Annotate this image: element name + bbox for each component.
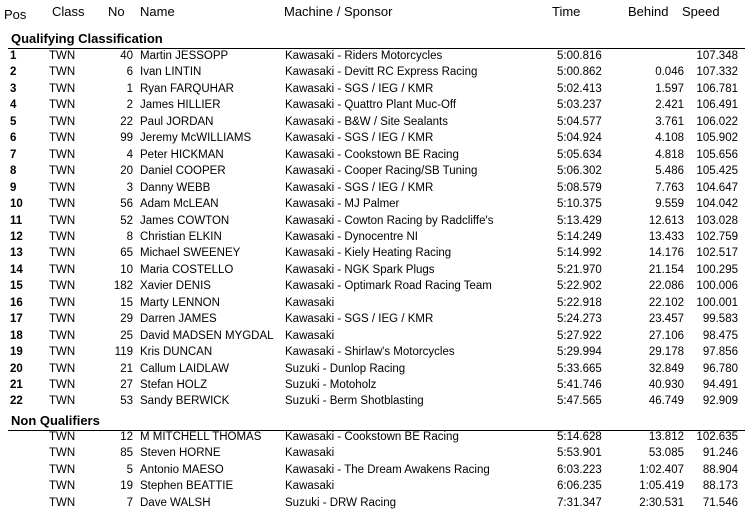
- cell-no: 85: [120, 447, 133, 460]
- cell-behind: 27.106: [648, 329, 684, 342]
- cell-cls: TWN: [49, 379, 76, 391]
- cell-time: 5:00.862: [557, 66, 602, 79]
- cell-pos: 7: [10, 148, 17, 161]
- cell-cls: TWN: [49, 362, 76, 375]
- cell-machine: Kawasaki - SGS / IEG / KMR: [285, 82, 434, 95]
- table-row: [0, 328, 745, 344]
- cell-cls: TWN: [49, 447, 76, 460]
- cell-pos: 11: [10, 214, 23, 227]
- cell-name: Daniel COOPER: [140, 165, 226, 178]
- cell-speed: 104.647: [696, 181, 738, 194]
- cell-pos: 14: [10, 263, 23, 276]
- cell-no: 3: [126, 181, 133, 194]
- cell-behind: 2:30.531: [639, 496, 684, 509]
- cell-time: 6:03.223: [557, 463, 602, 476]
- cell-pos: 21: [10, 379, 23, 391]
- cell-cls: TWN: [49, 99, 76, 112]
- cell-name: Martin JESSOPP: [140, 50, 229, 62]
- cell-pos: 15: [10, 280, 23, 293]
- cell-behind: 4.818: [655, 148, 684, 161]
- cell-no: 5: [126, 463, 133, 476]
- cell-speed: 88.173: [702, 480, 738, 493]
- table-row: [0, 48, 745, 64]
- cell-time: 5:53.901: [557, 447, 602, 460]
- cell-name: James HILLIER: [140, 99, 221, 112]
- cell-no: 22: [120, 115, 133, 128]
- cell-behind: 23.457: [648, 313, 684, 326]
- cell-time: 5:21.970: [557, 263, 602, 276]
- cell-pos: 2: [10, 66, 17, 79]
- table-row: [0, 429, 745, 445]
- cell-cls: TWN: [49, 50, 76, 62]
- cell-name: Darren JAMES: [140, 313, 217, 326]
- cell-cls: TWN: [49, 165, 76, 178]
- cell-name: Adam McLEAN: [140, 198, 219, 211]
- table-row: [0, 245, 745, 261]
- cell-machine: Kawasaki - The Dream Awakens Racing: [285, 463, 490, 476]
- cell-machine: Kawasaki - Shirlaw's Motorcycles: [285, 346, 455, 359]
- cell-speed: 92.909: [702, 395, 738, 408]
- cell-cls: TWN: [49, 247, 76, 260]
- cell-name: Jeremy McWILLIAMS: [140, 132, 252, 145]
- cell-behind: 21.154: [648, 263, 684, 276]
- cell-pos: 18: [10, 329, 23, 342]
- cell-speed: 106.781: [696, 82, 738, 95]
- cell-no: 53: [120, 395, 133, 408]
- cell-time: 6:06.235: [557, 480, 602, 493]
- cell-machine: Kawasaki - MJ Palmer: [285, 198, 400, 211]
- cell-speed: 88.904: [702, 463, 738, 476]
- cell-name: M MITCHELL THOMAS: [140, 431, 262, 443]
- cell-machine: Kawasaki - Cookstown BE Racing: [285, 148, 459, 161]
- cell-speed: 102.517: [696, 247, 738, 260]
- cell-speed: 94.491: [702, 379, 738, 391]
- cell-name: Ivan LINTIN: [140, 66, 202, 79]
- cell-speed: 102.635: [696, 431, 738, 443]
- cell-time: 5:27.922: [557, 329, 602, 342]
- cell-behind: 22.086: [648, 280, 684, 293]
- cell-cls: TWN: [49, 148, 76, 161]
- cell-machine: Suzuki - Berm Shotblasting: [285, 395, 424, 408]
- table-row: [0, 478, 745, 494]
- header-behind: Behind: [628, 4, 669, 19]
- header-pos: Pos: [4, 7, 27, 22]
- table-row: [0, 262, 745, 278]
- cell-pos: 6: [10, 132, 17, 145]
- cell-behind: 53.085: [648, 447, 684, 460]
- cell-no: 20: [120, 165, 133, 178]
- cell-behind: 1:02.407: [639, 463, 684, 476]
- cell-speed: 100.295: [696, 263, 738, 276]
- cell-behind: 9.559: [655, 198, 684, 211]
- cell-cls: TWN: [49, 280, 76, 293]
- cell-name: Xavier DENIS: [140, 280, 211, 293]
- table-row: [0, 361, 745, 377]
- cell-no: 15: [120, 296, 133, 309]
- non-qualifiers-section-title: Non Qualifiers: [8, 412, 745, 431]
- cell-name: Danny WEBB: [140, 181, 211, 194]
- cell-no: 7: [126, 496, 133, 509]
- cell-time: 5:14.628: [557, 431, 602, 443]
- cell-no: 29: [120, 313, 133, 326]
- table-row: [0, 81, 745, 97]
- table-row: [0, 147, 745, 163]
- cell-machine: Suzuki - Motoholz: [285, 379, 377, 391]
- cell-machine: Kawasaki - SGS / IEG / KMR: [285, 313, 434, 326]
- header-speed: Speed: [682, 4, 720, 19]
- cell-machine: Kawasaki: [285, 296, 335, 309]
- cell-no: 65: [120, 247, 133, 260]
- cell-cls: TWN: [49, 115, 76, 128]
- cell-time: 5:04.577: [557, 115, 602, 128]
- cell-pos: 16: [10, 296, 23, 309]
- cell-time: 7:31.347: [557, 496, 602, 509]
- cell-behind: 29.178: [648, 346, 684, 359]
- cell-cls: TWN: [49, 431, 76, 443]
- cell-cls: TWN: [49, 480, 76, 493]
- cell-time: 5:04.924: [557, 132, 602, 145]
- header-name: Name: [140, 4, 175, 19]
- cell-name: Michael SWEENEY: [140, 247, 241, 260]
- cell-behind: 22.102: [648, 296, 684, 309]
- table-row: [0, 163, 745, 179]
- cell-machine: Kawasaki: [285, 480, 335, 493]
- cell-time: 5:00.816: [557, 50, 602, 62]
- cell-speed: 98.475: [702, 329, 738, 342]
- table-row: [0, 393, 745, 409]
- cell-pos: 12: [10, 230, 23, 243]
- cell-behind: 1.597: [655, 82, 684, 95]
- table-row: [0, 130, 745, 146]
- cell-machine: Kawasaki - Quattro Plant Muc-Off: [285, 99, 457, 112]
- cell-name: Callum LAIDLAW: [140, 362, 230, 375]
- cell-behind: 12.613: [648, 214, 684, 227]
- cell-speed: 100.006: [696, 280, 738, 293]
- cell-no: 10: [120, 263, 133, 276]
- cell-speed: 106.491: [696, 99, 738, 112]
- cell-name: James COWTON: [140, 214, 230, 227]
- cell-time: 5:06.302: [557, 165, 602, 178]
- cell-name: Steven HORNE: [140, 447, 221, 460]
- cell-cls: TWN: [49, 496, 76, 509]
- cell-name: Ryan FARQUHAR: [140, 82, 234, 95]
- cell-time: 5:14.249: [557, 230, 602, 243]
- table-row: [0, 278, 745, 294]
- cell-cls: TWN: [49, 313, 76, 326]
- cell-behind: 46.749: [648, 395, 684, 408]
- cell-machine: Kawasaki - Optimark Road Racing Team: [285, 280, 492, 293]
- header-machine: Machine / Sponsor: [284, 4, 393, 19]
- cell-machine: Kawasaki - B&W / Site Sealants: [285, 115, 448, 128]
- cell-behind: 4.108: [655, 132, 684, 145]
- cell-cls: TWN: [49, 346, 76, 359]
- cell-speed: 105.656: [696, 148, 738, 161]
- table-row: [0, 462, 745, 478]
- cell-speed: 105.425: [696, 165, 738, 178]
- qualifying-section-title: Qualifying Classification: [8, 30, 745, 49]
- header-class: Class: [52, 4, 85, 19]
- cell-time: 5:03.237: [557, 99, 602, 112]
- header-time: Time: [552, 4, 581, 19]
- cell-cls: TWN: [49, 395, 76, 408]
- cell-time: 5:05.634: [557, 148, 602, 161]
- cell-time: 5:08.579: [557, 181, 602, 194]
- cell-name: Maria COSTELLO: [140, 263, 234, 276]
- table-row: [0, 311, 745, 327]
- cell-pos: 9: [10, 181, 17, 194]
- cell-behind: 5.486: [655, 165, 684, 178]
- cell-speed: 91.246: [702, 447, 738, 460]
- cell-no: 119: [114, 346, 133, 359]
- cell-machine: Kawasaki - SGS / IEG / KMR: [285, 132, 434, 145]
- cell-pos: 22: [10, 395, 23, 408]
- cell-behind: 13.433: [648, 230, 684, 243]
- cell-speed: 71.546: [702, 496, 738, 509]
- cell-machine: Kawasaki - Riders Motorcycles: [285, 50, 443, 62]
- table-row: [0, 213, 745, 229]
- cell-name: Kris DUNCAN: [140, 346, 213, 359]
- cell-name: Peter HICKMAN: [140, 148, 224, 161]
- cell-machine: Kawasaki - Devitt RC Express Racing: [285, 66, 478, 79]
- column-header-row: [0, 0, 745, 26]
- cell-no: 19: [120, 480, 133, 493]
- cell-cls: TWN: [49, 296, 76, 309]
- cell-no: 182: [113, 280, 133, 293]
- cell-name: Stefan HOLZ: [140, 379, 208, 391]
- cell-pos: 20: [10, 362, 23, 375]
- cell-name: Stephen BEATTIE: [140, 480, 234, 493]
- cell-behind: 1:05.419: [639, 480, 684, 493]
- cell-cls: TWN: [49, 198, 76, 211]
- cell-time: 5:29.994: [557, 346, 602, 359]
- cell-cls: TWN: [49, 263, 76, 276]
- table-row: [0, 97, 745, 113]
- cell-time: 5:13.429: [557, 214, 602, 227]
- table-row: [0, 295, 745, 311]
- cell-name: Antonio MAESO: [140, 463, 224, 476]
- table-row: [0, 196, 745, 212]
- cell-name: David MADSEN MYGDAL: [140, 329, 274, 342]
- cell-pos: 13: [10, 247, 23, 260]
- cell-behind: 14.176: [648, 247, 684, 260]
- cell-name: Paul JORDAN: [140, 115, 214, 128]
- cell-cls: TWN: [49, 132, 76, 145]
- cell-no: 2: [126, 99, 133, 112]
- cell-time: 5:22.918: [557, 296, 602, 309]
- table-row: [0, 344, 745, 360]
- cell-time: 5:22.902: [557, 280, 602, 293]
- cell-speed: 103.028: [696, 214, 738, 227]
- cell-no: 27: [120, 379, 133, 391]
- cell-time: 5:10.375: [557, 198, 602, 211]
- table-row: [0, 64, 745, 80]
- cell-cls: TWN: [49, 181, 76, 194]
- cell-machine: Kawasaki - SGS / IEG / KMR: [285, 181, 434, 194]
- cell-time: 5:33.665: [557, 362, 602, 375]
- cell-behind: 2.421: [655, 99, 684, 112]
- cell-no: 8: [126, 230, 133, 243]
- cell-cls: TWN: [49, 66, 76, 79]
- cell-time: 5:41.746: [557, 379, 602, 391]
- cell-time: 5:47.565: [557, 395, 602, 408]
- cell-no: 52: [120, 214, 133, 227]
- cell-pos: 3: [10, 82, 17, 95]
- cell-name: Dave WALSH: [140, 496, 211, 509]
- cell-behind: 13.812: [648, 431, 684, 443]
- table-row: [0, 495, 745, 511]
- cell-speed: 96.780: [702, 362, 738, 375]
- cell-speed: 97.856: [702, 346, 738, 359]
- cell-speed: 104.042: [696, 198, 738, 211]
- cell-name: Christian ELKIN: [140, 230, 222, 243]
- cell-time: 5:24.273: [557, 313, 602, 326]
- table-row: [0, 377, 745, 393]
- cell-time: 5:02.413: [557, 82, 602, 95]
- cell-machine: Suzuki - Dunlop Racing: [285, 362, 406, 375]
- cell-pos: 8: [10, 165, 17, 178]
- cell-time: 5:14.992: [557, 247, 602, 260]
- cell-speed: 107.348: [696, 50, 738, 62]
- cell-machine: Kawasaki - NGK Spark Plugs: [285, 263, 435, 276]
- cell-no: 12: [120, 431, 133, 443]
- cell-no: 6: [126, 66, 133, 79]
- cell-machine: Kawasaki - Cooper Racing/SB Tuning: [285, 165, 478, 178]
- cell-pos: 4: [10, 99, 17, 112]
- cell-cls: TWN: [49, 230, 76, 243]
- cell-speed: 102.759: [696, 230, 738, 243]
- cell-machine: Kawasaki - Cowton Racing by Radcliffe's: [285, 214, 494, 227]
- cell-cls: TWN: [49, 329, 76, 342]
- cell-no: 25: [120, 329, 133, 342]
- cell-speed: 99.583: [702, 313, 738, 326]
- cell-pos: 17: [10, 313, 23, 326]
- cell-cls: TWN: [49, 82, 76, 95]
- cell-behind: 3.761: [655, 115, 684, 128]
- cell-no: 99: [120, 132, 133, 145]
- cell-pos: 10: [10, 198, 23, 211]
- cell-pos: 1: [10, 50, 17, 62]
- cell-pos: 19: [10, 346, 23, 359]
- cell-name: Marty LENNON: [140, 296, 220, 309]
- cell-machine: Kawasaki - Dynocentre NI: [285, 230, 418, 243]
- cell-behind: 7.763: [655, 181, 684, 194]
- cell-behind: 40.930: [648, 379, 684, 391]
- cell-no: 56: [120, 198, 133, 211]
- cell-behind: 0.046: [655, 66, 684, 79]
- cell-speed: 106.022: [696, 115, 738, 128]
- cell-cls: TWN: [49, 214, 76, 227]
- cell-speed: 100.001: [696, 296, 738, 309]
- cell-machine: Kawasaki: [285, 329, 335, 342]
- cell-machine: Kawasaki: [285, 447, 335, 460]
- table-row: [0, 180, 745, 196]
- cell-machine: Kawasaki - Cookstown BE Racing: [285, 431, 459, 443]
- cell-speed: 105.902: [696, 132, 738, 145]
- table-row: [0, 445, 745, 461]
- cell-name: Sandy BERWICK: [140, 395, 230, 408]
- cell-cls: TWN: [49, 463, 76, 476]
- cell-no: 40: [120, 50, 133, 62]
- cell-no: 4: [126, 148, 133, 161]
- cell-machine: Kawasaki - Kiely Heating Racing: [285, 247, 452, 260]
- header-no: No: [108, 4, 125, 19]
- cell-machine: Suzuki - DRW Racing: [285, 496, 396, 509]
- cell-behind: 32.849: [648, 362, 684, 375]
- cell-speed: 107.332: [696, 66, 738, 79]
- cell-pos: 5: [10, 115, 17, 128]
- cell-no: 21: [120, 362, 133, 375]
- table-row: [0, 114, 745, 130]
- table-row: [0, 229, 745, 245]
- cell-no: 1: [126, 82, 133, 95]
